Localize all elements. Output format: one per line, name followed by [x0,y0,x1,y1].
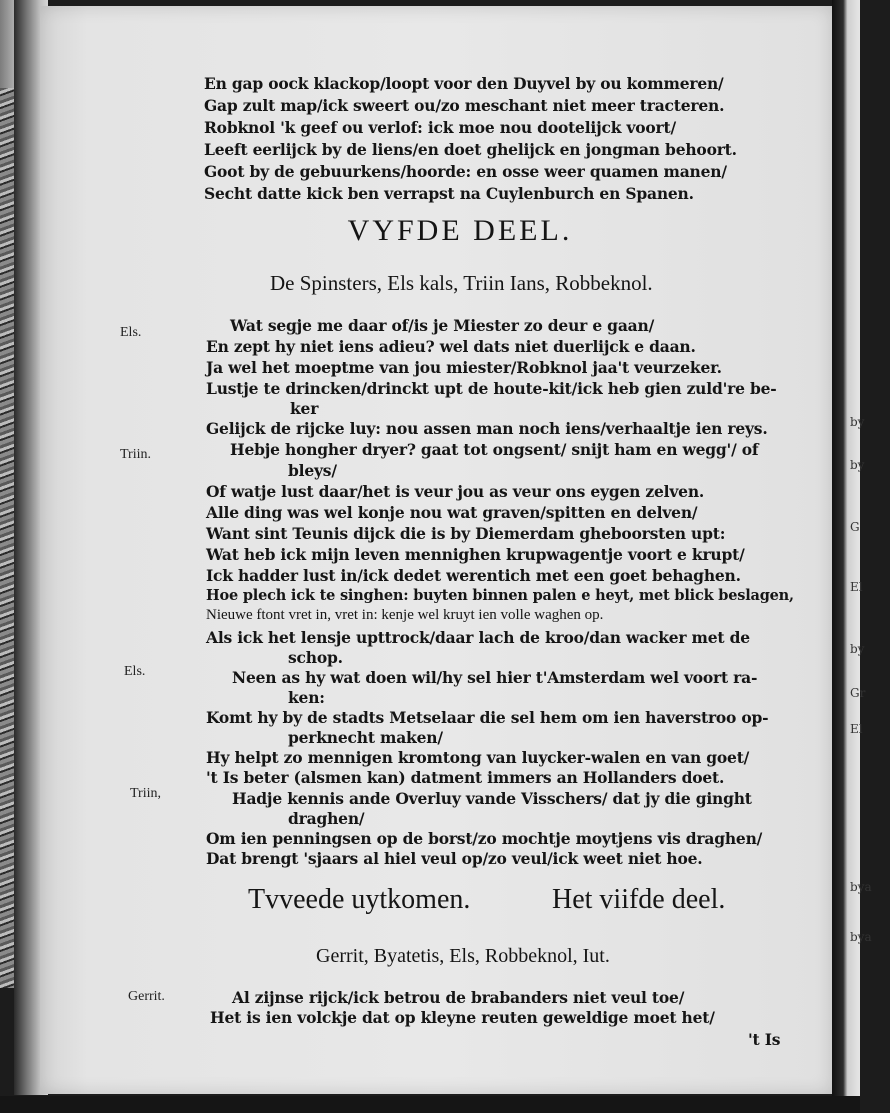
verse-line: ker [290,399,319,418]
edge-fragment: G [850,520,860,534]
speaker-label-triin: Triin. [120,447,152,462]
prelude-line: Secht datte kick ben verrapst na Cuylenburch en Spanen. [204,184,694,203]
verse-line: 't Is beter (alsmen kan) datment immers an Hollanders doet. [206,768,725,787]
edge-fragment: by [850,642,865,656]
verse-line: ken: [288,688,325,707]
speaker-label-els: Els. [124,664,146,679]
verse-line: Ja wel het moeptme van jou miester/Robknol jaa't veurzeker. [206,358,722,377]
verse-line: Om ien penningsen op de borst/zo mochtje moytjens vis draghen/ [206,829,763,848]
verse-line: Ick hadder lust in/ick dedet werentich met een goet behaghen. [206,566,741,585]
verse-line: Lustje te drincken/drinckt upt de houte-kit/ick heb gien zuld're be- [206,379,777,398]
verse-line: perknecht maken/ [288,728,443,747]
speaker-label-els: Els. [120,325,142,340]
verse-line: bleys/ [288,461,337,480]
verse-line: Alle ding was wel konje nou wat graven/spitten en delven/ [206,503,698,522]
cast-list: Gerrit, Byatetis, Els, Robbeknol, Iut. [316,945,610,967]
part-heading: VYFDE DEEL. [347,214,573,247]
section-heading-left: Tvveede uytkomen. [248,884,471,915]
verse-line: Wat heb ick mijn leven mennighen krupwagentje voort e krupt/ [206,545,745,564]
verse-line: Hadje kennis ande Overluy vande Visschers/ dat jy die ginght [232,789,752,808]
edge-fragment: Gr [850,686,866,700]
verse-line: Hy helpt zo mennigen kromtong van luycker-walen en van goet/ [206,748,750,767]
verse-line: Wat segje me daar of/is je Miester zo deur e gaan/ [230,316,655,335]
verse-line: schop. [288,648,343,667]
section-heading-right: Het viifde deel. [552,884,726,915]
verse-line: draghen/ [288,809,365,828]
scan-border [0,1096,860,1113]
verse-line: Komt hy by de stadts Metselaar die sel hem om ien haverstroo op- [206,708,769,727]
verse-line: Gelijck de rijcke luy: nou assen man noch iens/verhaaltje ien reys. [206,419,768,438]
prelude-line: Gap zult map/ick sweert ou/zo meschant niet meer tracteren. [204,96,725,115]
edge-fragment: El [850,722,863,736]
verse-line: Hoe plech ick te singhen: buyten binnen palen e heyt, met blick beslagen, [206,587,794,604]
edge-fragment: by [850,415,865,429]
prelude-line: Goot by de gebuurkens/hoorde: en osse weer quamen manen/ [204,162,727,181]
edge-fragment: bya [850,880,872,894]
verse-line: Als ick het lensje upttrock/daar lach de kroo/dan wacker met de [206,628,750,647]
cast-list: De Spinsters, Els kals, Triin Ians, Robbeknol. [270,271,653,295]
edge-fragment: El [850,580,863,594]
verse-line: En zept hy niet iens adieu? wel dats niet duerlijck e daan. [206,337,696,356]
verse-line: Al zijnse rijck/ick betrou de brabanders niet veul toe/ [232,988,685,1007]
edge-fragment: bya [850,930,872,944]
speaker-label-triin: Triin, [130,786,162,801]
verse-line: Want sint Teunis dijck die is by Diemerdam gheboorsten upt: [206,524,726,543]
prelude-line: Robknol 'k geef ou verlof: ick moe nou dootelijck voort/ [204,118,676,137]
verse-line: Dat brengt 'sjaars al hiel veul op/zo veul/ick weet niet hoe. [206,849,703,868]
prelude-line: Leeft eerlijck by de liens/en doet ghelijck en jongman behoort. [204,140,737,159]
verse-line: Neen as hy wat doen wil/hy sel hier t'Amsterdam wel voort ra- [232,668,758,687]
next-page-edge [832,0,872,1113]
verse-line: Nieuwe ftont vret in, vret in: kenje wel kruyt ien volle waghen op. [206,607,604,623]
prelude-line: En gap oock klackop/loopt voor den Duyvel by ou kommeren/ [204,74,724,93]
verse-line: Hebje hongher dryer? gaat tot ongsent/ snijt ham en wegg'/ of [230,440,759,459]
edge-fragment: by [850,458,865,472]
catchword: 't Is [748,1030,781,1049]
verse-line: Het is ien volckje dat op kleyne reuten geweldige moet het/ [210,1008,715,1027]
verse-line: Of watje lust daar/het is veur jou as veur ons eygen zelven. [206,482,705,501]
speaker-label-gerrit: Gerrit. [128,989,165,1004]
